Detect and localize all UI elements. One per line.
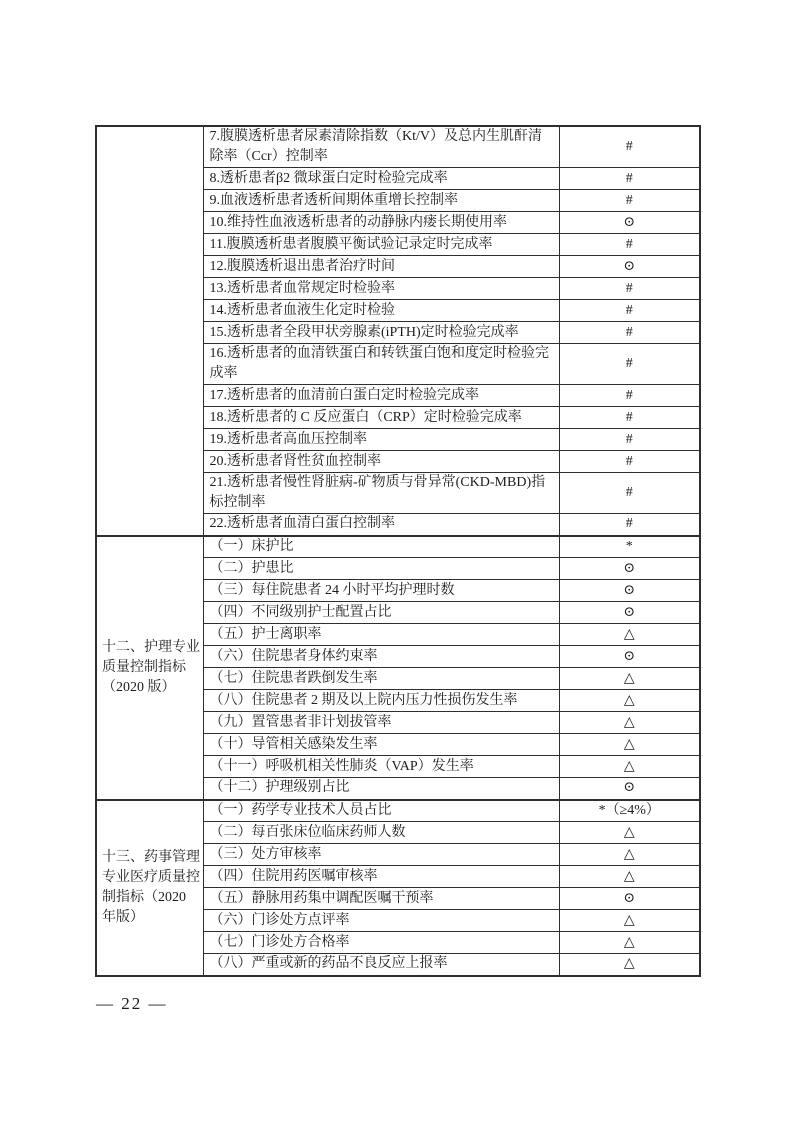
indicator-cell: （三）处方审核率	[203, 844, 559, 866]
indicator-cell: （六）住院患者身体约束率	[203, 646, 559, 668]
mark-cell: *（≥4%）	[559, 800, 700, 822]
mark-cell: △	[559, 910, 700, 932]
indicator-cell: 22.透析患者血清白蛋白控制率	[203, 514, 559, 536]
mark-cell: #	[559, 473, 700, 514]
mark-cell: #	[559, 168, 700, 190]
indicator-cell: 8.透析患者β2 微球蛋白定时检验完成率	[203, 168, 559, 190]
mark-cell: ⊙	[559, 602, 700, 624]
indicator-cell: （五）静脉用药集中调配医嘱干预率	[203, 888, 559, 910]
indicator-cell: （二）每百张床位临床药师人数	[203, 822, 559, 844]
indicator-cell: 21.透析患者慢性肾脏病-矿物质与骨异常(CKD-MBD)指标控制率	[203, 473, 559, 514]
mark-cell: #	[559, 407, 700, 429]
category-cell: 十二、护理专业质量控制指标（2020 版）	[96, 536, 203, 800]
indicator-cell: （七）住院患者跌倒发生率	[203, 668, 559, 690]
indicator-cell: 18.透析患者的 C 反应蛋白（CRP）定时检验完成率	[203, 407, 559, 429]
qc-table-body	[96, 126, 700, 976]
table-row	[96, 126, 700, 168]
mark-cell: #	[559, 451, 700, 473]
indicator-cell: 10.维持性血液透析患者的动静脉内瘘长期使用率	[203, 212, 559, 234]
indicator-cell: （六）门诊处方点评率	[203, 910, 559, 932]
mark-cell: △	[559, 756, 700, 778]
mark-cell: #	[559, 514, 700, 536]
indicator-cell: 13.透析患者血常规定时检验率	[203, 278, 559, 300]
mark-cell: ⊙	[559, 580, 700, 602]
indicator-cell: （一）药学专业技术人员占比	[203, 800, 559, 822]
indicator-cell: （四）住院用药医嘱审核率	[203, 866, 559, 888]
indicator-cell: （十）导管相关感染发生率	[203, 734, 559, 756]
indicator-cell: （八）住院患者 2 期及以上院内压力性损伤发生率	[203, 690, 559, 712]
indicator-cell: 15.透析患者全段甲状旁腺素(iPTH)定时检验完成率	[203, 322, 559, 344]
mark-cell: ⊙	[559, 778, 700, 800]
mark-cell: ⊙	[559, 256, 700, 278]
category-cell: 十三、药事管理专业医疗质量控制指标（2020 年版）	[96, 800, 203, 976]
indicator-cell: 12.腹膜透析退出患者治疗时间	[203, 256, 559, 278]
mark-cell: ⊙	[559, 646, 700, 668]
mark-cell: △	[559, 712, 700, 734]
indicator-cell: 16.透析患者的血清铁蛋白和转铁蛋白饱和度定时检验完成率	[203, 344, 559, 385]
mark-cell: *	[559, 536, 700, 558]
table-row	[96, 800, 700, 822]
indicator-cell: （一）床护比	[203, 536, 559, 558]
mark-cell: #	[559, 429, 700, 451]
mark-cell: △	[559, 734, 700, 756]
mark-cell: △	[559, 844, 700, 866]
indicator-cell: （十一）呼吸机相关性肺炎（VAP）发生率	[203, 756, 559, 778]
indicator-cell: （九）置管患者非计划拔管率	[203, 712, 559, 734]
mark-cell: △	[559, 866, 700, 888]
mark-cell: #	[559, 234, 700, 256]
indicator-cell: 14.透析患者血液生化定时检验	[203, 300, 559, 322]
mark-cell: #	[559, 344, 700, 385]
mark-cell: #	[559, 190, 700, 212]
indicator-cell: 9.血液透析患者透析间期体重增长控制率	[203, 190, 559, 212]
page-number: — 22 —	[96, 994, 168, 1013]
indicator-cell: 19.透析患者高血压控制率	[203, 429, 559, 451]
mark-cell: ⊙	[559, 558, 700, 580]
mark-cell: ⊙	[559, 212, 700, 234]
mark-cell: △	[559, 668, 700, 690]
indicator-cell: （二）护患比	[203, 558, 559, 580]
indicator-cell: 20.透析患者肾性贫血控制率	[203, 451, 559, 473]
category-cell	[96, 126, 203, 536]
mark-cell: △	[559, 954, 700, 976]
mark-cell: △	[559, 690, 700, 712]
indicator-cell: （七）门诊处方合格率	[203, 932, 559, 954]
indicator-cell: （八）严重或新的药品不良反应上报率	[203, 954, 559, 976]
mark-cell: #	[559, 300, 700, 322]
mark-cell: △	[559, 822, 700, 844]
mark-cell: #	[559, 385, 700, 407]
indicator-cell: 17.透析患者的血清前白蛋白定时检验完成率	[203, 385, 559, 407]
mark-cell: ⊙	[559, 888, 700, 910]
table-row	[96, 536, 700, 558]
quality-indicators-table	[95, 125, 701, 977]
indicator-cell: （三）每住院患者 24 小时平均护理时数	[203, 580, 559, 602]
indicator-cell: 7.腹膜透析患者尿素清除指数（Kt/V）及总内生肌酐清除率（Ccr）控制率	[203, 126, 559, 168]
mark-cell: △	[559, 932, 700, 954]
mark-cell: #	[559, 322, 700, 344]
indicator-cell: （四）不同级别护士配置占比	[203, 602, 559, 624]
mark-cell: #	[559, 126, 700, 168]
mark-cell: #	[559, 278, 700, 300]
indicator-cell: （十二）护理级别占比	[203, 778, 559, 800]
indicator-cell: 11.腹膜透析患者腹膜平衡试验记录定时完成率	[203, 234, 559, 256]
mark-cell: △	[559, 624, 700, 646]
indicator-cell: （五）护士离职率	[203, 624, 559, 646]
